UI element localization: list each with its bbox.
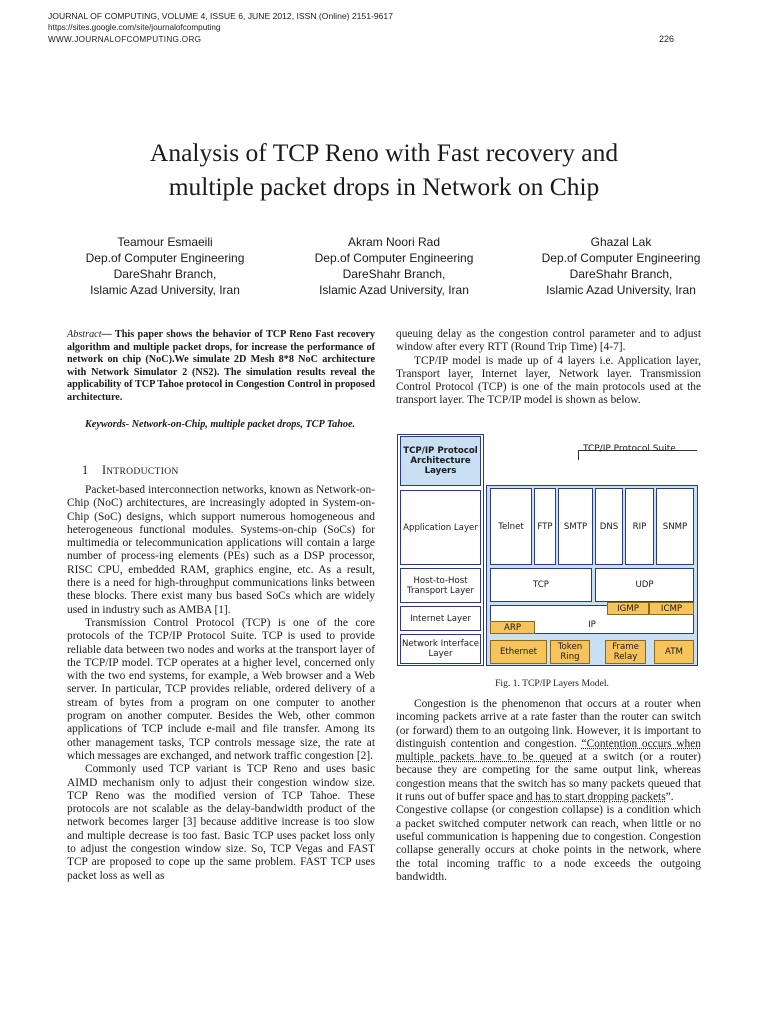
author-univ: Islamic Azad University, Iran: [90, 283, 240, 297]
paragraph: Congestive collapse (or congestion collapse) is a condition which a packet switched computer network can reach, when little or no useful communication is happening due to congestion. Congestion collapse generally occurs at choke points in the network, where the total incoming traffic to a node exceeds the outgoing bandwidth.: [396, 804, 701, 883]
author-dept: Dep.of Computer Engineering: [85, 251, 245, 265]
abstract-text: — This paper shows the behavior of TCP Reno Fast recovery algorithm and multiple packet drops, for increase the performance of network on chip (NoC).We simulate 2D Mesh 8*8 NoC architecture with Network Simulator 2 (NS2). The simulation results reveal the applicability of TCP Tahoe protocol in Congestion Control in proposed architecture.: [67, 329, 375, 403]
keywords-label: Keywords-: [85, 419, 130, 430]
journal-website: WWW.JOURNALOFCOMPUTING.ORG: [48, 35, 202, 44]
section-heading: [82, 463, 179, 478]
protocol-telnet: Telnet: [490, 488, 532, 565]
protocol-dns: DNS: [595, 488, 623, 565]
quote-end: ”.: [665, 791, 674, 804]
layer-application: Application Layer: [400, 490, 481, 565]
suite-label: TCP/IP Protocol Suite: [583, 444, 676, 454]
author-branch: DareShahr Branch,: [569, 267, 673, 281]
paragraph: TCP/IP model is made up of 4 layers i.e. Application layer, Transport layer, Internet layer, Network layer. Transmission Control Protocol (TCP) is one of the main protocols used at the transport layer. The TCP/IP model is shown as below.: [396, 354, 701, 407]
tcpip-figure: [397, 434, 707, 674]
author-name: Ghazal Lak: [590, 235, 652, 249]
author-dept: Dep.of Computer Engineering: [541, 251, 701, 265]
paragraph: [396, 698, 701, 804]
section-title-rest: NTRODUCTION: [106, 466, 179, 477]
protocol-icmp: ICMP: [649, 602, 694, 615]
author-univ: Islamic Azad University, Iran: [546, 283, 696, 297]
right-column-bottom: [396, 698, 701, 884]
protocol-ftp: FTP: [534, 488, 556, 565]
keywords: [67, 419, 375, 432]
author-name: Akram Noori Rad: [347, 235, 441, 249]
author-branch: DareShahr Branch,: [113, 267, 217, 281]
author-1: [45, 234, 285, 298]
layer-internet: Internet Layer: [400, 606, 481, 631]
figure-caption: Fig. 1. TCP/IP Layers Model.: [495, 678, 609, 689]
abstract: [67, 329, 375, 405]
author-branch: DareShahr Branch,: [342, 267, 446, 281]
protocol-arp: ARP: [490, 621, 535, 634]
paragraph: Packet-based interconnection networks, known as Network-on-Chip (NoC) architectures, are increasingly adopted in System-on-Chip (SoC) designs, which support numerous homogeneous and heterogeneous functional modules. Systems-on-chip (SoCs) for multimedia or telecommunication applications will contain a large number of process-ing elements (PEs) such as a DSP processor, RISC CPU, embedded RAM, graphics engine, etc. As a result, there is a need for high-throughput communications links between these blocks. There exist many bus based SoCs which are widely used in industry such as AMBA [1].: [67, 484, 375, 616]
layers-heading: TCP/IP Protocol Architecture Layers: [400, 436, 481, 486]
protocol-rip: RIP: [625, 488, 654, 565]
journal-header: JOURNAL OF COMPUTING, VOLUME 4, ISSUE 6, JUNE 2012, ISSN (Online) 2151-9617: [48, 11, 393, 21]
protocol-ip: IP: [490, 605, 694, 634]
introduction-body: [67, 484, 375, 883]
author-2: [274, 234, 514, 298]
abstract-label: Abstract: [67, 329, 102, 340]
protocol-ethernet: Ethernet: [490, 640, 547, 664]
page-number: 226: [658, 34, 674, 44]
author-name: Teamour Esmaeili: [117, 235, 213, 249]
right-column-top: [396, 328, 701, 408]
author-dept: Dep.of Computer Engineering: [314, 251, 474, 265]
paragraph: Transmission Control Protocol (TCP) is one of the core protocols of the TCP/IP Protocol Suite. TCP is used to provide reliable data between two nodes and works at the transport layer of the TCP/IP model. TCP operates at a higher level, concerned only with the two end systems, for example, a Web browser and a Web server. In particular, TCP provides reliable, ordered delivery of a stream of bytes from a program on one computer to another program on another computer. Besides the Web, other common applications of TCP include e-mail and file transfer. Among its other management tasks, TCP controls message size, the rate at which messages are exchanged, and network traffic congestion [2].: [67, 616, 375, 762]
protocol-igmp: IGMP: [607, 602, 649, 615]
congestion-mid: at a switch (or a router) because they are competing for the same output link, whereas congestion means that the switch has so many packets queued that it runs out of buffer space: [396, 751, 701, 804]
layer-network-interface: Network Interface Layer: [400, 634, 481, 664]
title-line-1: Analysis of TCP Reno with Fast recovery and: [149, 138, 619, 167]
protocol-token-ring: Token Ring: [550, 640, 590, 664]
protocol-tcp: TCP: [490, 568, 592, 602]
paper-title: [60, 136, 708, 204]
protocol-snmp: SNMP: [656, 488, 694, 565]
author-univ: Islamic Azad University, Iran: [319, 283, 469, 297]
protocol-udp: UDP: [595, 568, 694, 602]
protocol-frame-relay: Frame Relay: [605, 640, 646, 664]
layer-transport: Host-to-Host Transport Layer: [400, 568, 481, 603]
author-3: [501, 234, 741, 298]
journal-url: https://sites.google.com/site/journalofcomputing: [48, 23, 221, 32]
paragraph: queuing delay as the congestion control parameter and to adjust window after every RTT (Round Trip Time) [4-7].: [396, 328, 701, 354]
congestion-quote: and has to start dropping packets: [516, 791, 666, 804]
contention-quote: “Contention occurs when multiple packets have to be queued: [396, 737, 701, 764]
protocol-atm: ATM: [654, 640, 694, 664]
section-number: 1: [82, 463, 89, 477]
protocol-smtp: SMTP: [558, 488, 593, 565]
keywords-text: Network-on-Chip, multiple packet drops, TCP Tahoe.: [129, 419, 356, 430]
title-line-2: multiple packet drops in Network on Chip: [168, 172, 600, 201]
section-title-initial: I: [102, 463, 107, 477]
paragraph: Commonly used TCP variant is TCP Reno and uses basic AIMD mechanism only to adjust their congestion window size. TCP Reno was the modified version of TCP Tahoe. These protocols are not scalable as the delay-bandwidth product of the network becomes larger [3] because additive increase is too slow and multiple decrease is too fast. Basic TCP uses packet loss only to adjust the congestion window size. So, TCP Vegas and FAST TCP are proposed to cope up the same problem. FAST TCP uses packet loss as well as: [67, 763, 375, 882]
congestion-intro: Congestion is the phenomenon that occurs at a router when incoming packets arrive at a rate faster than the router can switch (or forward) them to an outgoing link. However, it is important to distinguish contention and congestion.: [396, 698, 701, 750]
